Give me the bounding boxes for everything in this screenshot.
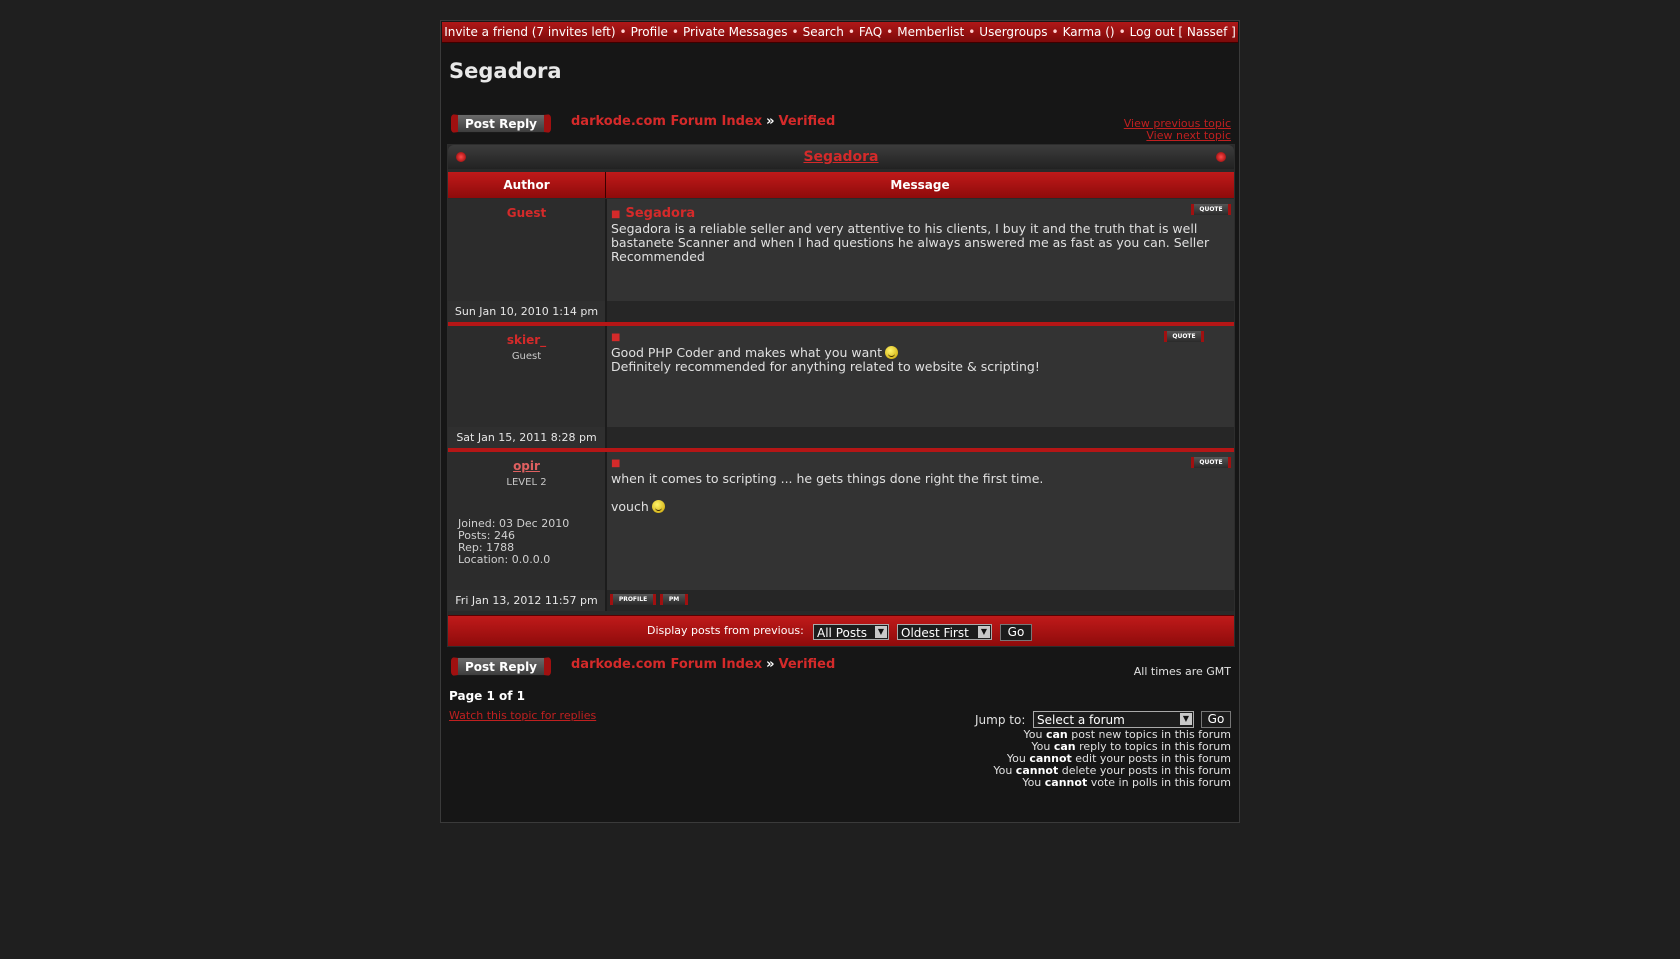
breadcrumb-forum-index[interactable]: darkode.com Forum Index: [571, 657, 763, 672]
nav-usergroups[interactable]: Usergroups: [979, 25, 1048, 39]
quote-button[interactable]: QUOTE: [1164, 331, 1204, 342]
watch-topic-link[interactable]: Watch this topic for replies: [449, 709, 597, 722]
view-next-topic-link[interactable]: View next topic: [1146, 129, 1231, 142]
author-joined: Joined: 03 Dec 2010: [458, 517, 570, 530]
dropdown-arrow-icon: ▼: [978, 626, 990, 638]
post-message-cell: [607, 326, 1234, 427]
breadcrumb-verified[interactable]: Verified: [778, 114, 836, 129]
post-author-cell: [448, 452, 607, 590]
permission-line: You can post new topics in this forum: [1023, 728, 1231, 741]
post-marker-icon: ■: [611, 332, 621, 343]
topic-table: [447, 144, 1235, 647]
nav-faq[interactable]: FAQ: [858, 25, 883, 39]
post-reply-button-bottom[interactable]: Post Reply: [451, 657, 551, 676]
post-message-cell: [607, 452, 1234, 590]
post-body-line: Good PHP Coder and makes what you want: [611, 345, 883, 360]
breadcrumb-separator: »: [766, 657, 775, 672]
nav-separator: •: [968, 25, 976, 39]
post-body: [611, 346, 1223, 374]
author-column-header: Author: [448, 172, 606, 198]
top-navigation: [442, 22, 1238, 43]
topic-title-link[interactable]: Segadora: [803, 149, 879, 165]
quote-button[interactable]: QUOTE: [1191, 457, 1231, 468]
red-dot-icon: [1216, 152, 1226, 162]
nav-separator: •: [886, 25, 894, 39]
breadcrumb-verified[interactable]: Verified: [778, 657, 836, 672]
display-go-button[interactable]: Go: [1000, 624, 1032, 641]
jump-to-value: Select a forum: [1037, 713, 1125, 727]
post-body-line: when it comes to scripting ... he gets things done right the first time.: [611, 471, 1044, 486]
permission-line: You cannot edit your posts in this forum: [1006, 752, 1231, 765]
post-author-cell: [448, 326, 607, 427]
jump-go-button[interactable]: Go: [1201, 711, 1231, 728]
post-message-cell: [607, 199, 1234, 301]
nav-separator: •: [1051, 25, 1059, 39]
posts-range-select[interactable]: [813, 624, 889, 640]
post-footer-actions: [607, 590, 1234, 611]
breadcrumb: [571, 114, 835, 129]
post-author-cell: [448, 199, 607, 301]
post-row: [448, 452, 1234, 590]
nav-separator: •: [1118, 25, 1126, 39]
post-footer: [448, 590, 1234, 611]
nav-private-messages[interactable]: Private Messages: [683, 25, 788, 39]
post-marker-icon: ■: [611, 458, 621, 469]
post-reply-button[interactable]: Post Reply: [451, 114, 551, 133]
topic-navigation: [1124, 118, 1231, 142]
jump-to-label: Jump to:: [975, 713, 1026, 727]
posts-range-value: All Posts: [817, 626, 868, 640]
nav-invite-friend[interactable]: Invite a friend (7 invites left): [444, 25, 616, 39]
nav-separator: •: [791, 25, 799, 39]
nav-karma[interactable]: Karma (): [1062, 25, 1115, 39]
smiley-icon: [652, 500, 665, 513]
post-footer: [448, 301, 1234, 322]
view-previous-topic-link[interactable]: View previous topic: [1123, 117, 1231, 130]
post-author-rank: LEVEL 2: [506, 477, 547, 488]
post-author-name: skier_: [506, 333, 547, 347]
post-author-name: Guest: [506, 206, 547, 220]
quote-button[interactable]: QUOTE: [1191, 204, 1231, 215]
breadcrumb-bottom: [571, 657, 835, 672]
author-posts: Posts: 246: [458, 529, 515, 542]
author-location: Location: 0.0.0.0: [458, 553, 551, 566]
red-dot-icon: [456, 152, 466, 162]
dropdown-arrow-icon: ▼: [1180, 713, 1192, 725]
sort-order-select[interactable]: [897, 624, 992, 640]
nav-memberlist[interactable]: Memberlist: [897, 25, 965, 39]
topic-title-bar: [448, 145, 1234, 169]
nav-logout[interactable]: Log out [ Nassef ]: [1129, 25, 1236, 39]
nav-separator: •: [671, 25, 679, 39]
post-author-name-link[interactable]: opir: [513, 459, 540, 473]
profile-button[interactable]: PROFILE: [610, 594, 656, 605]
post-body: [611, 472, 1223, 514]
forum-permissions: [993, 729, 1231, 789]
nav-search[interactable]: Search: [802, 25, 844, 39]
display-options-bar: [448, 615, 1234, 646]
nav-profile[interactable]: Profile: [630, 25, 668, 39]
page-title: Segadora: [449, 59, 562, 83]
permission-line: You cannot vote in polls in this forum: [1022, 776, 1231, 789]
pagination-text: Page 1 of 1: [449, 689, 525, 703]
sort-order-value: Oldest First: [901, 626, 969, 640]
nav-separator: •: [619, 25, 627, 39]
post-date: Sun Jan 10, 2010 1:14 pm: [448, 301, 607, 322]
post-marker-icon: ■: [611, 209, 621, 220]
breadcrumb-forum-index[interactable]: darkode.com Forum Index: [571, 114, 763, 129]
table-header: [448, 172, 1234, 198]
post-date: Fri Jan 13, 2012 11:57 pm: [448, 590, 607, 611]
post-author-rank: Guest: [511, 351, 542, 362]
pm-button[interactable]: PM: [660, 594, 688, 605]
post-row: [448, 199, 1234, 301]
post-subject-text: Segadora: [625, 206, 696, 221]
post-date: Sat Jan 15, 2011 8:28 pm: [448, 427, 607, 448]
post-row: [448, 326, 1234, 427]
post-body-line: vouch: [611, 499, 649, 514]
post-footer-actions: [607, 427, 1234, 448]
breadcrumb-separator: »: [766, 114, 775, 129]
nav-separator: •: [847, 25, 855, 39]
post-subject: [611, 206, 695, 221]
post-footer: [448, 427, 1234, 448]
page-container: [440, 20, 1240, 823]
author-rep: Rep: 1788: [458, 541, 515, 554]
post-body: Segadora is a reliable seller and very attentive to his clients, I buy it and the truth that is well bastanete Scanner and when I had questions he always answered me as fast as you can. Seller Recommended: [611, 221, 1210, 264]
display-label: Display posts from previous:: [647, 624, 804, 637]
timezone-note: All times are GMT: [1133, 665, 1231, 678]
jump-to-select[interactable]: [1033, 711, 1194, 728]
dropdown-arrow-icon: ▼: [875, 626, 887, 638]
message-column-header: Message: [890, 178, 950, 192]
post-footer-actions: [607, 301, 1234, 322]
post-body-line: Definitely recommended for anything related to website & scripting!: [611, 359, 1040, 374]
permission-line: You cannot delete your posts in this forum: [993, 764, 1231, 777]
permission-line: You can reply to topics in this forum: [1031, 740, 1231, 753]
smiley-icon: [885, 346, 898, 359]
post-author-stats: [458, 518, 605, 566]
